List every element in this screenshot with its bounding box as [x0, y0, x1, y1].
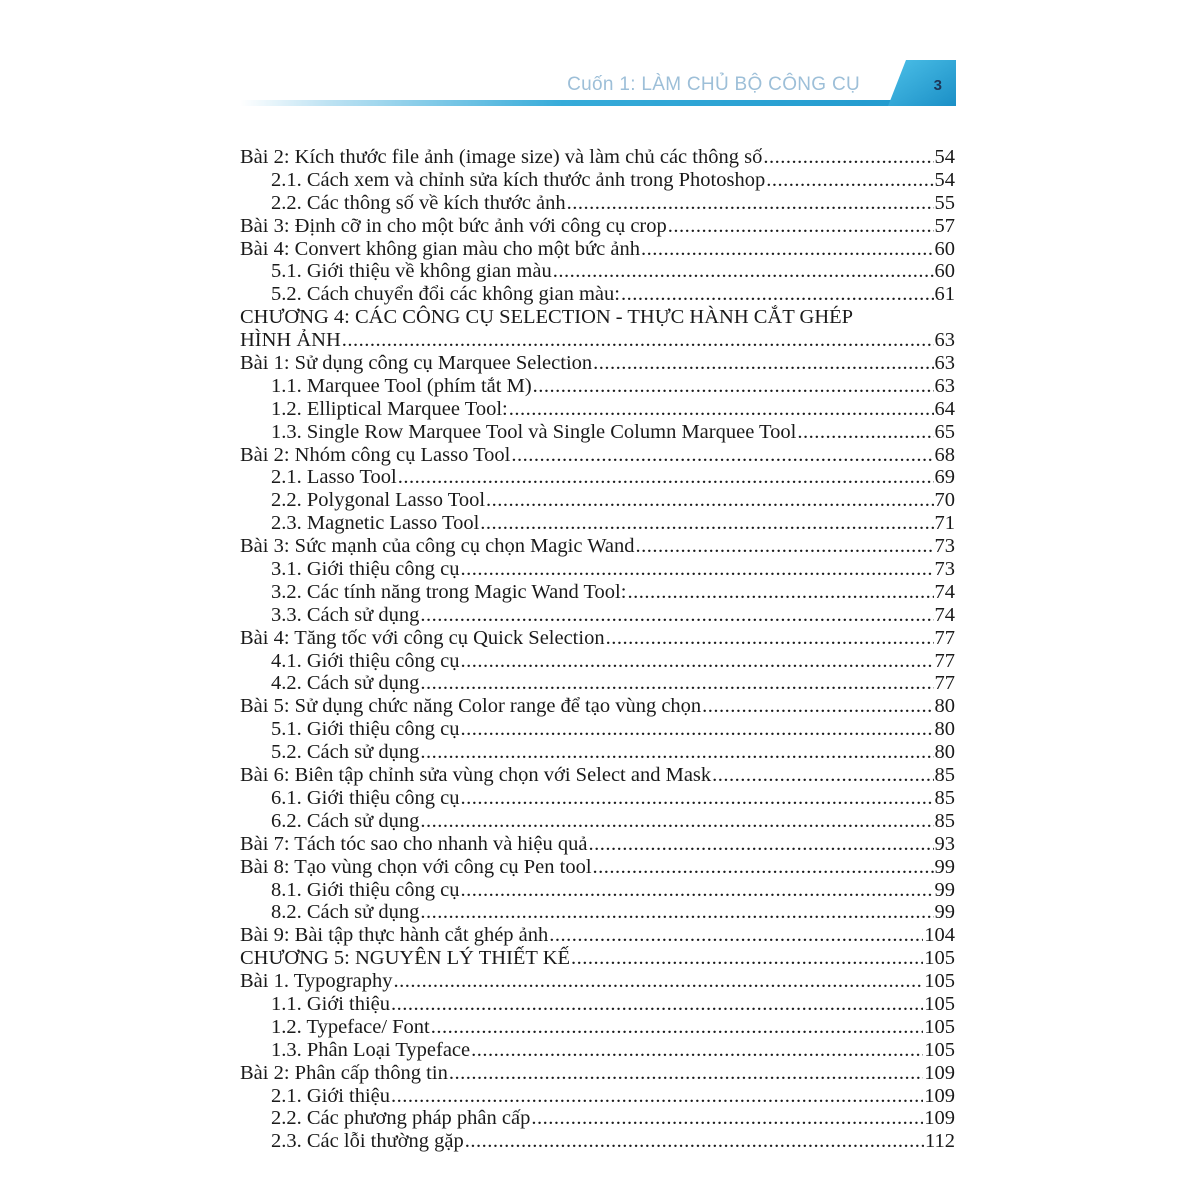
toc-entry [240, 810, 955, 833]
page-tab-shape [888, 60, 956, 106]
toc-entry-page: 63 [934, 352, 955, 375]
toc-entry [240, 1107, 955, 1130]
toc-dot-leader [627, 581, 933, 604]
toc-entry-title: 1.2. Elliptical Marquee Tool: [271, 397, 508, 420]
toc-dot-leader [465, 1130, 924, 1153]
toc-entry [240, 558, 955, 581]
toc-entry [240, 650, 955, 673]
toc-entry [240, 146, 955, 169]
toc-dot-leader [511, 444, 933, 467]
toc-entry-title: 1.1. Marquee Tool (phím tắt M) [271, 374, 532, 397]
toc-dot-leader [702, 695, 933, 718]
toc-entry [240, 306, 955, 329]
toc-entry-page: 60 [934, 260, 955, 283]
toc-entry-title: Bài 2: Phân cấp thông tin [240, 1061, 448, 1084]
toc-entry-title: 4.2. Cách sử dụng [271, 672, 420, 695]
toc-entry-title: 5.1. Giới thiệu về không gian màu [271, 260, 552, 283]
toc-entry [240, 421, 955, 444]
page-number-tab [888, 60, 956, 106]
toc-entry [240, 444, 955, 467]
toc-entry-page: 77 [934, 649, 955, 672]
toc-entry [240, 1016, 955, 1039]
toc-entry [240, 283, 955, 306]
toc-entry-title: Bài 4: Convert không gian màu cho một bức ảnh [240, 237, 640, 260]
toc-entry-title: 8.2. Cách sử dụng [271, 901, 420, 924]
toc-entry-title: Bài 9: Bài tập thực hành cắt ghép ảnh [240, 924, 549, 947]
toc-entry-page: 77 [934, 626, 955, 649]
toc-dot-leader [420, 810, 933, 833]
toc-entry-title: 6.1. Giới thiệu công cụ [271, 786, 460, 809]
toc-dot-leader [394, 970, 924, 993]
toc-entry-page: 65 [934, 420, 955, 443]
toc-entry-title: 1.2. Typeface/ Font [271, 1015, 430, 1038]
toc-entry [240, 695, 955, 718]
toc-dot-leader [766, 169, 933, 192]
toc-entry-page: 68 [934, 443, 955, 466]
toc-entry-page: 109 [924, 1084, 955, 1107]
toc-entry-title: 2.3. Magnetic Lasso Tool [271, 512, 480, 535]
toc-entry [240, 970, 955, 993]
toc-entry-page: 73 [934, 535, 955, 558]
toc-entry-page: 63 [934, 374, 955, 397]
toc-entry-title: 1.3. Single Row Marquee Tool và Single Column Marquee Tool [271, 420, 797, 443]
toc-entry-title: Bài 3: Sức mạnh của công cụ chọn Magic Wand [240, 535, 635, 558]
toc-entry-title: 4.1. Giới thiệu công cụ [271, 649, 460, 672]
toc-entry-page: 71 [934, 512, 955, 535]
toc-entry-page: 105 [924, 1015, 955, 1038]
toc-entry [240, 947, 955, 970]
toc-dot-leader [797, 421, 933, 444]
toc-entry-page: 105 [924, 947, 955, 970]
toc-dot-leader [763, 146, 933, 169]
toc-entry [240, 535, 955, 558]
toc-entry-title: 8.1. Giới thiệu công cụ [271, 878, 460, 901]
toc-dot-leader [420, 741, 933, 764]
toc-entry-page: 99 [934, 878, 955, 901]
toc-dot-leader [593, 856, 934, 879]
toc-entry-page: 85 [934, 809, 955, 832]
toc-entry-title: 5.2. Cách sử dụng [271, 741, 420, 764]
toc-entry [240, 1085, 955, 1108]
toc-entry-title: Bài 7: Tách tóc sao cho nhanh và hiệu quả [240, 832, 588, 855]
toc-dot-leader [588, 833, 933, 856]
toc-entry-page: 77 [934, 672, 955, 695]
toc-dot-leader [668, 215, 934, 238]
toc-entry-page: 74 [934, 603, 955, 626]
toc-entry-page: 60 [934, 237, 955, 260]
toc-dot-leader [571, 947, 923, 970]
toc-entry-page: 112 [925, 1130, 955, 1153]
toc-dot-leader [460, 558, 933, 581]
toc-entry-title: 2.2. Polygonal Lasso Tool [271, 489, 486, 512]
toc-entry-title: Bài 1. Typography [240, 970, 393, 993]
page-number: 3 [933, 77, 942, 94]
toc-entry-page: 63 [934, 329, 955, 352]
toc-entry-title: 2.3. Các lỗi thường gặp [271, 1130, 464, 1153]
toc-entry-page: 80 [934, 741, 955, 764]
toc-entry-page: 105 [924, 992, 955, 1015]
toc-entry [240, 238, 955, 261]
toc-entry [240, 1062, 955, 1085]
toc-entry-title: 6.2. Cách sử dụng [271, 809, 420, 832]
toc-dot-leader [533, 375, 934, 398]
toc-dot-leader [471, 1039, 923, 1062]
toc-dot-leader [712, 764, 933, 787]
toc-entry-page: 74 [934, 580, 955, 603]
toc-dot-leader [460, 879, 933, 902]
toc-entry-title: 3.1. Giới thiệu công cụ [271, 558, 460, 581]
toc-entry [240, 741, 955, 764]
toc-entry-page: 105 [924, 1038, 955, 1061]
toc-dot-leader [486, 489, 933, 512]
toc-entry [240, 375, 955, 398]
toc-entry-title: Bài 1: Sử dụng công cụ Marquee Selection [240, 352, 593, 375]
toc-entry-title: Bài 2: Kích thước file ảnh (image size) và làm chủ các thông số [240, 146, 763, 168]
toc-entry [240, 787, 955, 810]
toc-entry-title: 1.1. Giới thiệu [271, 992, 391, 1015]
toc-entry-title: Bài 6: Biên tập chỉnh sửa vùng chọn với Select and Mask [240, 764, 712, 787]
toc-entry [240, 833, 955, 856]
toc-entry [240, 398, 955, 421]
toc-entry [240, 764, 955, 787]
toc-dot-leader [460, 787, 933, 810]
toc-entry-page: 69 [934, 466, 955, 489]
toc-entry-title: 3.2. Các tính năng trong Magic Wand Tool: [271, 580, 627, 603]
toc-entry-title: 5.2. Cách chuyển đổi các không gian màu: [271, 283, 620, 306]
toc-entry-title: Bài 5: Sử dụng chức năng Color range để tạo vùng chọn [240, 695, 702, 718]
toc-entry [240, 489, 955, 512]
toc-entry [240, 879, 955, 902]
toc-entry-page: 80 [934, 718, 955, 741]
toc-entry-page: 70 [934, 489, 955, 512]
toc-entry-page: 109 [924, 1107, 955, 1130]
toc-entry-page: 85 [934, 786, 955, 809]
toc-dot-leader [342, 329, 934, 352]
toc-dot-leader [460, 718, 933, 741]
toc-entry [240, 215, 955, 238]
toc-entry-title: Bài 2: Nhóm công cụ Lasso Tool [240, 443, 511, 466]
toc-dot-leader [420, 901, 933, 924]
toc-entry-title: 2.1. Lasso Tool [271, 466, 397, 489]
toc-entry [240, 260, 955, 283]
table-of-contents [240, 146, 955, 1153]
toc-entry-title: Bài 3: Định cỡ in cho một bức ảnh với công cụ crop [240, 214, 667, 237]
toc-entry [240, 718, 955, 741]
header-rule [240, 100, 956, 106]
toc-entry-page: 54 [934, 168, 955, 191]
toc-dot-leader [420, 672, 933, 695]
toc-entry-title: 2.2. Các thông số về kích thước ảnh [271, 191, 566, 214]
toc-entry-page: 64 [934, 397, 955, 420]
toc-entry [240, 352, 955, 375]
toc-dot-leader [621, 283, 934, 306]
toc-entry-page: 54 [934, 146, 955, 168]
toc-entry-title: 1.3. Phân Loại Typeface [271, 1038, 471, 1061]
toc-dot-leader [606, 627, 934, 650]
toc-entry-title: HÌNH ẢNH [240, 329, 341, 352]
toc-dot-leader [431, 1016, 924, 1039]
toc-dot-leader [553, 260, 934, 283]
toc-entry-page: 99 [934, 901, 955, 924]
toc-dot-leader [531, 1107, 923, 1130]
toc-dot-leader [509, 398, 934, 421]
toc-entry [240, 672, 955, 695]
toc-dot-leader [398, 466, 934, 489]
toc-entry-title: Bài 4: Tăng tốc với công cụ Quick Selection [240, 626, 605, 649]
toc-dot-leader [449, 1062, 923, 1085]
toc-entry [240, 192, 955, 215]
toc-entry [240, 856, 955, 879]
toc-dot-leader [460, 650, 933, 673]
page-header [240, 60, 956, 110]
toc-dot-leader [593, 352, 933, 375]
toc-entry-title: 2.1. Cách xem và chỉnh sửa kích thước ảnh trong Photoshop [271, 168, 766, 191]
toc-entry-page: 61 [934, 283, 955, 306]
toc-entry [240, 581, 955, 604]
toc-dot-leader [420, 604, 933, 627]
toc-entry-page: 80 [934, 695, 955, 718]
book-title: Cuốn 1: LÀM CHỦ BỘ CÔNG CỤ [567, 74, 860, 95]
toc-entry-page: 99 [934, 855, 955, 878]
toc-dot-leader [391, 993, 923, 1016]
toc-entry-page: 104 [924, 924, 955, 947]
toc-entry [240, 901, 955, 924]
toc-entry-title: Bài 8: Tạo vùng chọn với công cụ Pen tool [240, 855, 592, 878]
toc-entry-page: 55 [934, 191, 955, 214]
toc-entry-title: CHƯƠNG 4: CÁC CÔNG CỤ SELECTION - THỰC HÀNH CẮT GHÉP [240, 306, 854, 329]
toc-entry [240, 604, 955, 627]
toc-entry-page: 109 [924, 1061, 955, 1084]
toc-entry [240, 169, 955, 192]
toc-dot-leader [636, 535, 934, 558]
toc-entry-title: 2.2. Các phương pháp phân cấp [271, 1107, 531, 1130]
toc-entry-page: 93 [934, 832, 955, 855]
toc-entry-page: 57 [934, 214, 955, 237]
toc-dot-leader [567, 192, 934, 215]
toc-dot-leader [641, 238, 934, 261]
toc-entry [240, 466, 955, 489]
toc-entry [240, 512, 955, 535]
toc-entry-page: 85 [934, 764, 955, 787]
toc-entry-page: 105 [924, 970, 955, 993]
toc-dot-leader [480, 512, 933, 535]
toc-dot-leader [549, 924, 923, 947]
toc-dot-leader [391, 1085, 923, 1108]
toc-entry-title: CHƯƠNG 5: NGUYÊN LÝ THIẾT KẾ [240, 947, 571, 970]
toc-entry [240, 993, 955, 1016]
toc-entry [240, 627, 955, 650]
toc-entry [240, 1039, 955, 1062]
toc-entry-page: 73 [934, 558, 955, 581]
toc-entry [240, 924, 955, 947]
toc-entry [240, 329, 955, 352]
toc-entry-title: 3.3. Cách sử dụng [271, 603, 420, 626]
toc-entry-title: 5.1. Giới thiệu công cụ [271, 718, 460, 741]
toc-entry [240, 1130, 955, 1153]
toc-entry-title: 2.1. Giới thiệu [271, 1084, 391, 1107]
